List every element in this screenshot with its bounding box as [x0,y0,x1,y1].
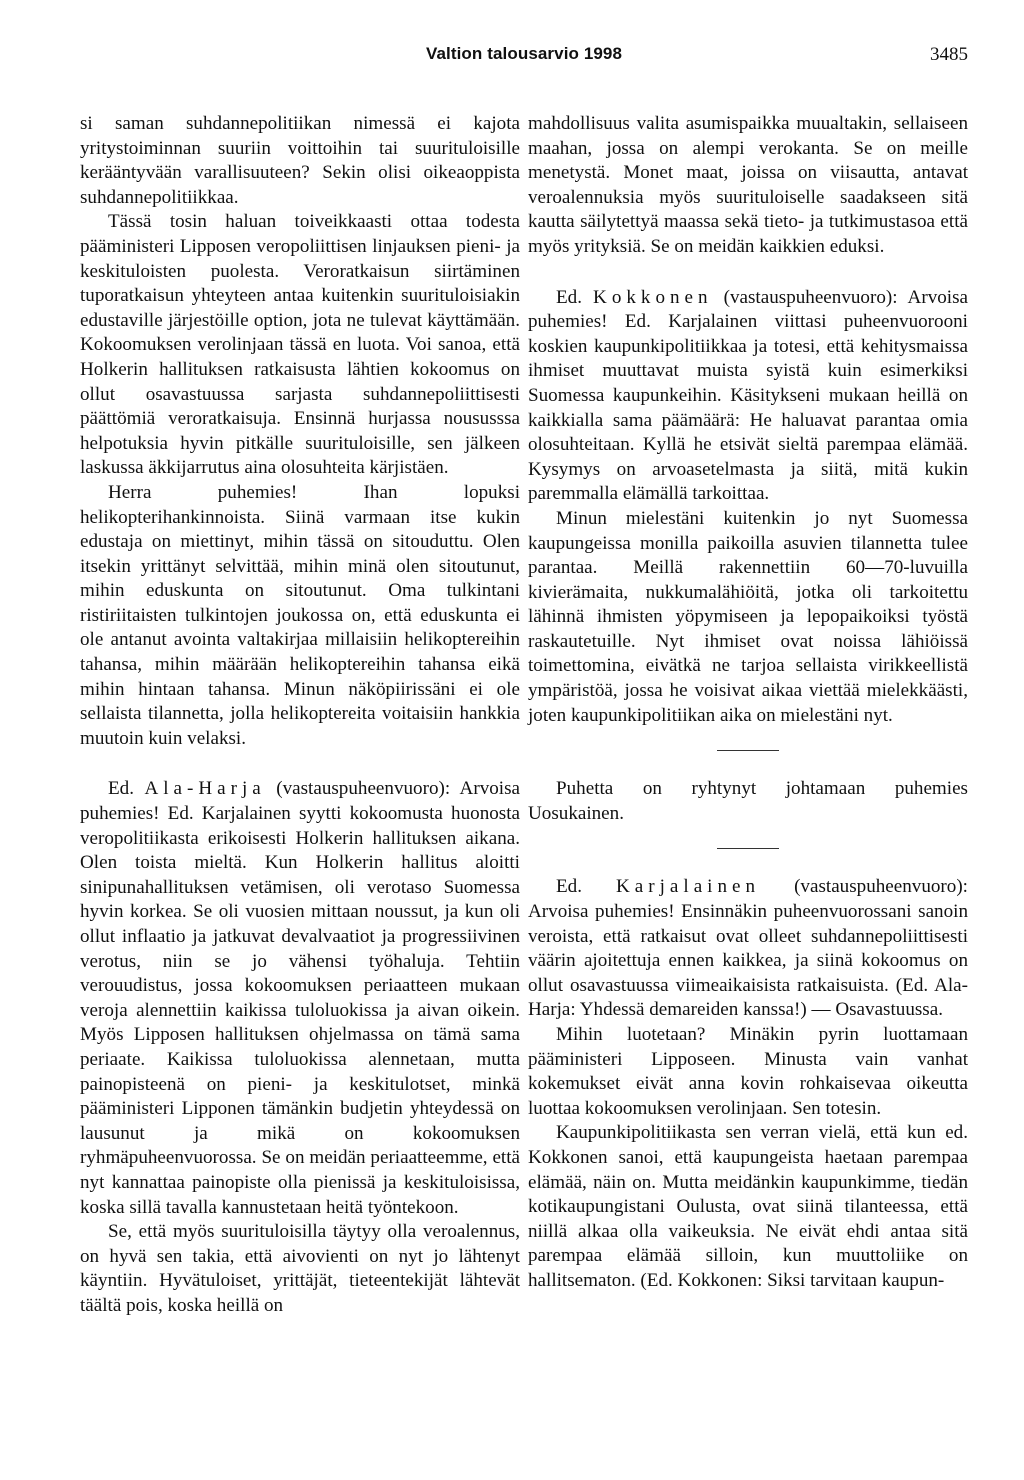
paragraph: mahdollisuus valita asumispaikka muualtakin, sellaiseen maahan, jossa on alempi verokanta. Se on meille menetystä. Monet maat, joissa on viisautta, antavat veroalennuksia myös suurituloiselle saadakseen sitä kautta säilytettyä maassa sekä tieto- ja tutkimustasoa että myös yrityksiä. Se on meidän kaikkien eduksi. [528,113,968,257]
speaker-role: (vastauspuheenvuoro): [276,778,451,800]
speech-paragraph [528,286,968,507]
speech-text: Arvoisa puhemies! Ed. Karjalainen syytti kokoomusta huonosta veropolitiikasta erikoisesti Holkerin hallituksen aikana. Olen toista mieltä. Kun Holkerin hallitus aloitti sinipunahallituksen vetämisen, oli verotaso Suomessa hyvin korkea. Se oli vuosien mittaan noussut, ja kun oli ollut inflaatio ja jatkuvat devalvaatiot ja progressiivinen verotus, niin se jo vähensi työhaluja. Tehtiin verouudistus, jossa kokoomuksen periaatteen mukaan veroja alennettiin kaikissa tuloluokissa ja aivan oikein. Myös Lipposen hallituksen ohjelmassa on tämä sama periaate. Kaikissa tuloluokissa alennetaan, mutta painopisteenä on pieni- ja keskitulotset, minkä pääministeri Lipponen tämänkin budjetin yhteydessä on lausunut ja mikä on kokoomuksen ryhmäpuheenvuorossa. Se on meidän periaatteemme, että nyt kannattaa painopiste olla pienissä ja keskituloisissa, koska sillä tavalla kannustetaan heitä työntekoon. [80,778,520,1218]
running-title: Valtion talousarvio 1998 [425,44,623,63]
spacer [528,260,968,286]
speech-paragraph [528,875,968,1023]
speech-text: Arvoisa puhemies! Ensinnäkin puheenvuorossani sanoin veroista, että ratkaisut ovat olleet suhdannepoliittisesti väärin ajoitettuja ennen kaikkea, ja siinä kokoomus on ollut osavastuussa viimeaikaisista ratkaisuista. (Ed. Ala-Harja: Yhdessä demareiden kanssa!) — Osavastuussa. [528,901,968,1021]
paragraph: Herra puhemies! Ihan lopuksi helikopterihankinnoista. Siinä varmaan itse kukin edustaja on miettinyt, mihin tässä on sitouduttu. Olen itsekin yrittänyt selvittää, mihin minä olen sitoutunut, mihin eduskunta on sitoutunut. Oma tulkintani ristiriitaisten tulkintojen joukossa on, että eduskunta ei ole antanut avointa valtakirjaa millaisiin helikoptereihin tahansa, mihin määrään helikoptereihin tahansa eikä mihin hintaan tahansa. Minun näköpiirissäni ei ole sellaista tilannetta, jolla helikoptereita voitaisiin hankkia muutoin kuin velaksi. [80,481,520,749]
speaker-name: Ala-Harja [144,778,266,800]
chair-note: Puhetta on ryhtynyt johtamaan puhemies Uosukainen. [528,778,968,824]
page-number: 3485 [930,44,968,65]
paragraph: Minun mielestäni kuitenkin jo nyt Suomessa kaupungeissa monilla paikoilla asuvien tilannetta tulee parantaa. Meillä rakennettiin 60—70-luvuilla kivierämaita, nukkumalähiöitä, jotka oli tarkoitettu lähinnä ihmisten yöpymiseen ja lepopaikoiksi työstä raskautetuille. Nyt ihmiset ovat noissa lähiöissä toimettomina, eivätkä ne tarjoa sellaista virikkeellistä ympäristöä, jossa he voisivat aikaa viettää mielekkäästi, joten kaupunkipolitiikan aika on mielestäni nyt. [528,507,968,726]
paragraph: si saman suhdannepolitiikan nimessä ei kajota yritystoiminnan suuriin voittoihin tai suurituloisille kerääntyvään varallisuuteen? Sekin olisi oikeaoppista suhdannepolitiikkaa. [80,113,520,208]
paragraph: Se, että myös suurituloisilla täytyy olla veroalennus, on hyvä sen takia, että aivovienti on nyt jo lähtenyt käyntiin. Hyvätuloiset, yrittäjät, tieteentekijät lähtevät täältä pois, koska heillä on [80,1221,520,1316]
section-divider [717,750,779,751]
right-column [528,112,968,1294]
speech-paragraph [80,777,520,1220]
speech-text: Arvoisa puhemies! Ed. Karjalainen viittasi puheenvuorooni koskien kaupunkipolitiikkaa ja totesi, että kehitysmaissa ihmiset muuttavat muista syistä kuin esimerkiksi Suomessa kaupunkeihin. Käsitykseni mukaan heillä on kaikkialla sama päämäärä: He haluavat parantaa omia olosuhteitaan. Kyllä he etsivät sieltä parempaa elämää. Kysymys on arvoasetelmasta ja siitä, mitä kukin paremmalla elämällä tarkoittaa. [528,286,968,505]
left-column [80,112,520,1319]
section-divider [717,848,779,849]
speaker-role: (vastauspuheenvuoro): [794,876,968,898]
paragraph: Tässä tosin haluan toiveikkaasti ottaa todesta pääministeri Lipposen veropoliittisen linjauksen pieni- ja keskituloisten puolesta. Veroratkaisun siirtäminen tuporatkaisun yhteyteen antaa kuitenkin suurituloisiakin edustaville järjestöille option, jota ne tulevat käyttämään. Kokoomuksen verolinjaan tässä en luota. Voi sanoa, että Holkerin hallituksen ratkaisusta lähtien kokoomus on ollut osavastuussa sarjasta suhdannepoliittisesti päättömiä veroratkaisuja. Ensinnä hurjassa noususssa helpotuksia hyvin pitkälle suurituloisille, sen jälkeen laskussa äkkijarrutus aina olosuhteita kärjistäen. [80,211,520,479]
speaker-role: (vastauspuheenvuoro): [723,286,898,308]
page-header [80,44,968,72]
speaker-prefix: Ed. [108,778,134,800]
speaker-prefix: Ed. [556,286,582,308]
speaker-name: Kokkonen [593,286,713,308]
paragraph: Kaupunkipolitiikasta sen verran vielä, että kun ed. Kokkonen sanoi, että kaupungeista haetaan parempaa elämää, näin on. Mutta meidänkin kaupunkimme, tiedän kotikaupungistani Oulusta, ovat siinä tilanteessa, että niillä alkaa olla vaikeuksia. Ne eivät ehdi antaa sitä parempaa elämää silloin, kun muuttoliike on hallitsematon. (Ed. Kokkonen: Siksi tarvitaan kaupun- [528,1122,968,1291]
spacer [80,751,520,777]
paragraph: Mihin luotetaan? Minäkin pyrin luottamaan pääministeri Lipposeen. Minusta vain vanhat kokemukset eivät anna kovin rohkaisevaa oikeutta luottaa kokoomuksen verolinjaan. Sen totesin. [528,1024,968,1119]
speaker-name: Karjalainen [616,876,761,898]
speaker-prefix: Ed. [556,876,582,898]
